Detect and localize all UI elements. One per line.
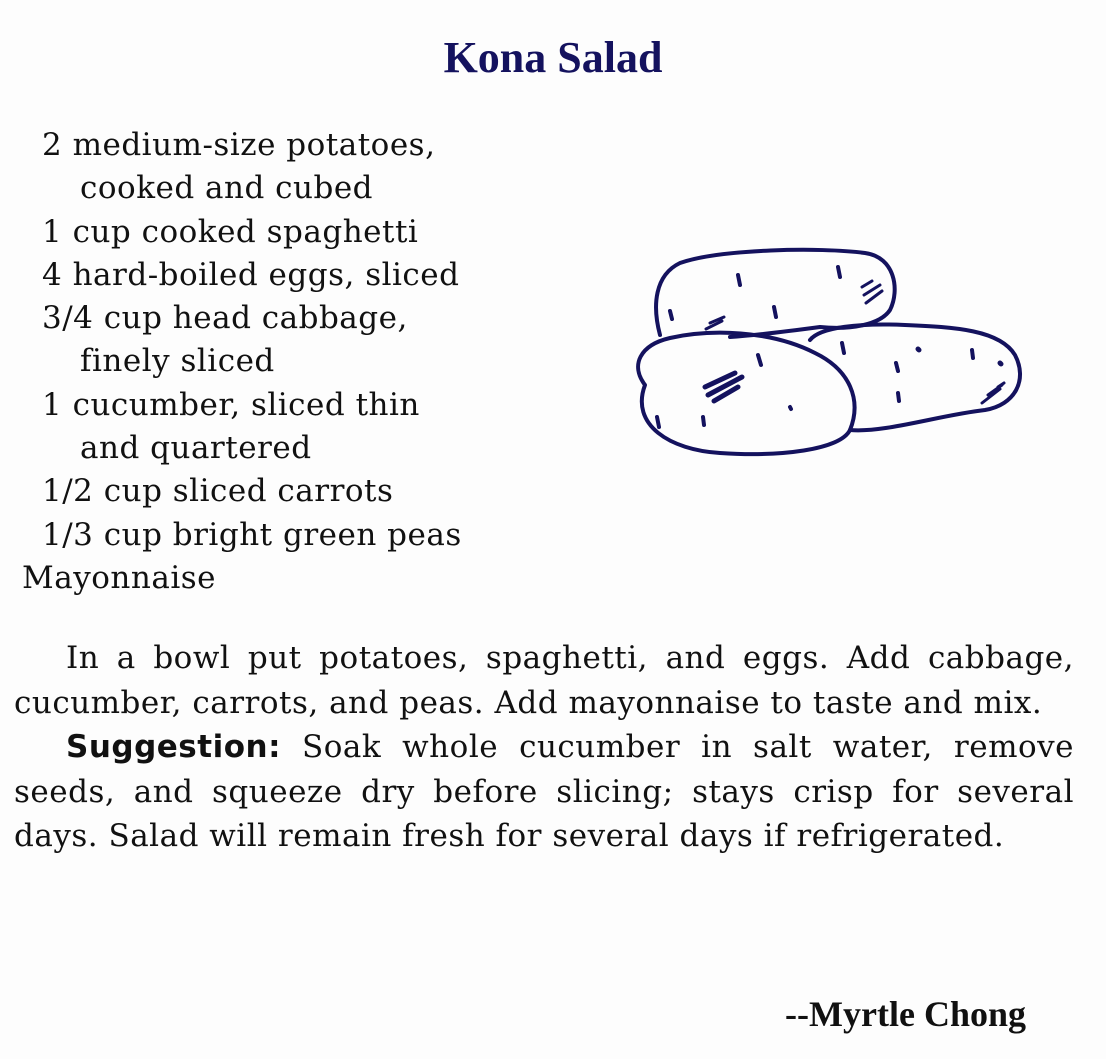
ingredient-line: 1 cup cooked spaghetti [42,213,419,250]
ingredient-line: 1 cucumber, sliced thin [42,386,420,423]
suggestion-text: Soak whole cucumber in salt water, remove seeds, and squeeze dry before slicing; stays crisp for several days. Salad will remain fresh for several days if refrigerated. [14,729,1074,854]
ingredient-line: 3/4 cup head cabbage, [42,300,408,337]
ingredient-continuation: and quartered [80,430,312,467]
ingredient-item [22,557,622,600]
recipe-title: Kona Salad [443,33,663,82]
ingredient-continuation: finely sliced [80,343,275,380]
suggestion-label: Suggestion: [66,729,281,765]
ingredient-item [22,254,622,297]
ingredient-list [22,124,622,600]
left-potato-outline [638,333,854,454]
ingredient-continuation: cooked and cubed [80,170,374,207]
directions-block [14,636,1074,859]
recipe-attribution: --Myrtle Chong [785,994,1026,1034]
ingredient-item [22,124,622,211]
ingredient-item [22,297,622,384]
ingredient-item [22,514,622,557]
ingredient-line: Mayonnaise [22,559,216,596]
ingredient-line: 1/3 cup bright green peas [42,516,462,553]
ingredient-line: 2 medium-size potatoes, [42,127,436,163]
ingredient-item [22,211,622,254]
right-potato-outline [810,325,1020,431]
potatoes-drawing-icon [610,235,1040,465]
ingredient-item [22,384,622,471]
suggestion-paragraph [14,725,1074,859]
ingredient-item [22,470,622,513]
ingredient-line: 1/2 cup sliced carrots [42,473,394,510]
directions-paragraph: In a bowl put potatoes, spaghetti, and eggs. Add cabbage, cucumber, carrots, and peas. Add mayonnaise to taste and mix. [14,640,1074,721]
ingredient-line: 4 hard-boiled eggs, sliced [42,256,460,293]
